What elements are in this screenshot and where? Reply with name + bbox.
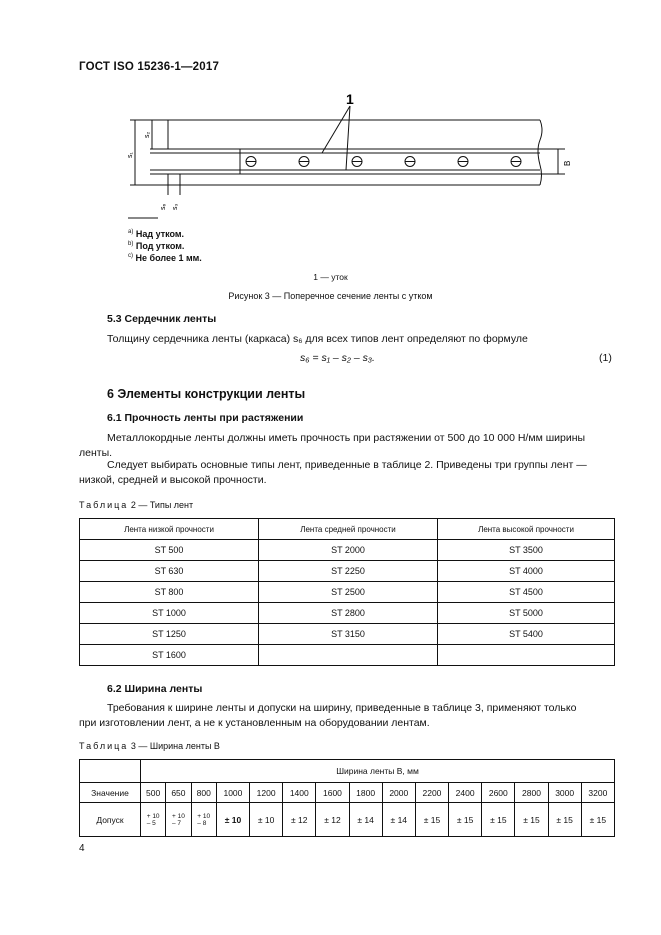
para-6-2-line1: Требования к ширине ленты и допуски на ширину, приведенные в таблице 3, применяют только [107, 702, 577, 714]
width-value-cell: 1400 [283, 783, 316, 803]
table-cell: ST 4500 [438, 582, 615, 603]
table-cell: ST 5400 [438, 624, 615, 645]
table-row [80, 645, 615, 666]
tolerance-cell: ± 15 [415, 803, 448, 837]
figure-caption: Рисунок 3 — Поперечное сечение ленты с утком [228, 291, 433, 301]
width-value-cell: 1200 [250, 783, 283, 803]
tolerance-cell: ± 15 [548, 803, 581, 837]
section-6-2-title: 6.2 Ширина ленты [107, 683, 203, 695]
tolerance-cell: ± 15 [482, 803, 515, 837]
tolerance-cell: ± 12 [316, 803, 349, 837]
tolerance-cell: ± 12 [283, 803, 316, 837]
footnote-b: $^{b)}$ Под утком. [128, 241, 185, 251]
table-row [80, 561, 615, 582]
para-6-1-line2: ленты. [79, 447, 113, 459]
table-cell: ST 500 [80, 540, 259, 561]
width-value-cell: 2600 [482, 783, 515, 803]
width-value-cell: 650 [166, 783, 191, 803]
para-6-2-line2: при изготовлении лент, а не к установленным на оборудовании лентам. [79, 717, 430, 729]
tolerance-cell: + 10 – 8 [191, 803, 216, 837]
dim-s1: s₁ [127, 152, 134, 158]
table-row [80, 624, 615, 645]
table-3 [79, 759, 615, 837]
table-row [80, 582, 615, 603]
section-5-3-title: 5.3 Сердечник ленты [107, 313, 217, 325]
dim-s2: s₂ [144, 131, 151, 138]
width-value-cell: 2000 [382, 783, 415, 803]
width-value-cell: 500 [141, 783, 166, 803]
table-2-header: Лента средней прочности [259, 519, 438, 540]
para-6-1-line1: Металлокордные ленты должны иметь прочность при растяжении от 500 до 10 000 Н/мм ширины [107, 432, 586, 444]
table-cell: ST 3500 [438, 540, 615, 561]
figure-cross-section [110, 91, 580, 280]
table-3-row-label: Допуск [80, 803, 141, 837]
table-cell: ST 2800 [259, 603, 438, 624]
table-cell: ST 3150 [259, 624, 438, 645]
table-3-caption: Таблица 3 — Ширина ленты B [79, 741, 220, 751]
table-cell [438, 645, 615, 666]
table-3-row-label: Значение [80, 783, 141, 803]
table-cell: ST 2250 [259, 561, 438, 582]
tolerance-cell: ± 15 [581, 803, 614, 837]
table-cell: ST 2500 [259, 582, 438, 603]
section-5-3-text: Толщину сердечника ленты (каркаса) s₆ для всех типов лент определяют по формуле [107, 333, 528, 345]
tolerance-cell: ± 14 [349, 803, 382, 837]
page-number: 4 [79, 843, 85, 854]
width-value-cell: 1000 [216, 783, 249, 803]
tolerance-cell: + 10 – 7 [166, 803, 191, 837]
para-6-1b-line1: Следует выбирать основные типы лент, приведенные в таблице 2. Приведены три группы лент — [107, 459, 587, 471]
dim-s6: s₆ [160, 203, 167, 210]
table-2 [79, 518, 615, 666]
table-row [80, 540, 615, 561]
table-row [80, 603, 615, 624]
dim-s3: s₃ [172, 203, 179, 210]
table-cell: ST 2000 [259, 540, 438, 561]
tolerance-cell: + 10 – 5 [141, 803, 166, 837]
width-value-cell: 3000 [548, 783, 581, 803]
table-3-corner [80, 760, 141, 783]
tolerance-cell: ± 14 [382, 803, 415, 837]
width-value-cell: 1600 [316, 783, 349, 803]
tolerance-cell: ± 10 [216, 803, 249, 837]
table-2-header: Лента высокой прочности [438, 519, 615, 540]
table-cell: ST 1250 [80, 624, 259, 645]
dim-b: B [563, 160, 572, 166]
tolerance-cell: ± 10 [250, 803, 283, 837]
footnote-c: $^{c)}$ Не более 1 мм. [128, 253, 202, 263]
table-cell [259, 645, 438, 666]
table-2-header: Лента низкой прочности [80, 519, 259, 540]
table-3-group-header: Ширина ленты B, мм [141, 760, 615, 783]
table-cell: ST 630 [80, 561, 259, 582]
figure-legend: 1 — уток [313, 272, 348, 282]
section-6-title: 6 Элементы конструкции ленты [107, 387, 306, 401]
table-2-caption: Таблица 2 — Типы лент [79, 500, 194, 510]
para-6-1b-line2: низкой, средней и высокой прочности. [79, 474, 267, 486]
tolerance-cell: ± 15 [515, 803, 548, 837]
width-value-cell: 2800 [515, 783, 548, 803]
formula: s₆ = s₁ – s₂ – s₃. [300, 352, 375, 364]
table-cell: ST 800 [80, 582, 259, 603]
table-cell: ST 5000 [438, 603, 615, 624]
formula-number: (1) [599, 352, 612, 364]
table-cell: ST 1000 [80, 603, 259, 624]
section-6-1-title: 6.1 Прочность ленты при растяжении [107, 412, 304, 424]
width-value-cell: 800 [191, 783, 216, 803]
width-value-cell: 2200 [415, 783, 448, 803]
footnote-a: $^{a)}$ Над утком. [128, 229, 185, 239]
tolerance-cell: ± 15 [449, 803, 482, 837]
table-cell: ST 1600 [80, 645, 259, 666]
table-cell: ST 4000 [438, 561, 615, 582]
width-value-cell: 1800 [349, 783, 382, 803]
width-value-cell: 2400 [449, 783, 482, 803]
width-value-cell: 3200 [581, 783, 614, 803]
callout-label: 1 [346, 91, 354, 107]
document-header: ГОСТ ISO 15236-1—2017 [79, 61, 220, 73]
